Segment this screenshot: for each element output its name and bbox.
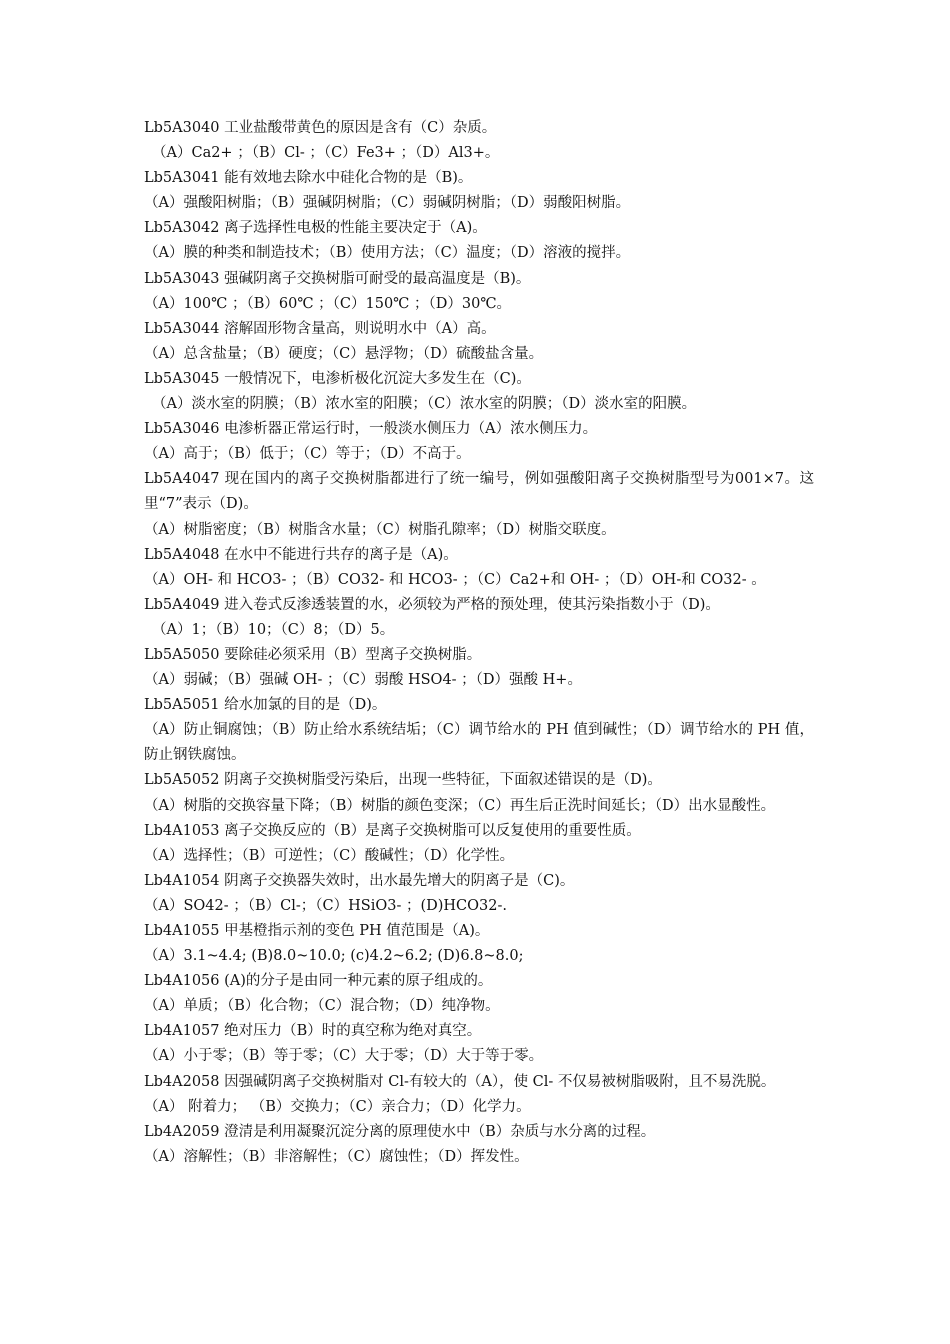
text-line: （A）100℃ ；（B）60℃ ；（C）150℃ ；（D）30℃。 [144, 295, 512, 312]
text-line: （A）树脂密度；（B）树脂含水量；（C）树脂孔隙率；（D）树脂交联度。 [144, 521, 616, 538]
text-line: Lb5A3043 强碱阴离子交换树脂可耐受的最高温度是（B)。 [144, 270, 531, 287]
text-line: （A）膜的种类和制造技术；（B）使用方法；（C）温度；（D）溶液的搅拌。 [144, 245, 631, 262]
text-line: （A）强酸阳树脂；（B）强碱阴树脂；（C）弱碱阴树脂；（D）弱酸阳树脂。 [144, 195, 631, 212]
text-line: Lb5A3042 离子选择性电极的性能主要决定于（A)。 [144, 220, 487, 237]
text-line: Lb5A3044 溶解固形物含量高，则说明水中（A）高。 [144, 320, 496, 337]
text-line: （A）OH- 和 HCO3- ；（B）CO32- 和 HCO3- ；（C）Ca2+和 OH- ；（D）OH-和 CO32- 。 [144, 571, 766, 588]
text-line: Lb5A4047 现在国内的离子交换树脂都进行了统一编号，例如强酸阳离子交换树脂型号为001×7。这里“7”表示（D)。 [144, 471, 814, 513]
text-line: Lb5A5052 阴离子交换树脂受污染后，出现一些特征，下面叙述错误的是（D)。 [144, 772, 662, 789]
text-line: Lb5A3045 一般情况下，电渗析极化沉淀大多发生在（C)。 [144, 370, 531, 387]
text-line: Lb5A5050 要除硅必须采用（B）型离子交换树脂。 [144, 646, 482, 663]
text-line: Lb5A3040 工业盐酸带黄色的原因是含有（C）杂质。 [144, 120, 497, 136]
text-line: （A）小于零；（B）等于零；（C）大于零；（D）大于等于零。 [144, 1048, 544, 1065]
text-line: Lb5A3046 电渗析器正常运行时，一般淡水侧压力（A）浓水侧压力。 [144, 421, 598, 438]
text-line: （A）1；（B）10；（C）8；（D）5。 [152, 621, 395, 638]
text-line: Lb4A1056 (A)的分子是由同一种元素的原子组成的。 [144, 973, 493, 990]
text-line: Lb5A5051 给水加氯的目的是（D)。 [144, 697, 387, 714]
text-line: （A）Ca2+ ；（B）Cl- ；（C）Fe3+ ；（D）Al3+。 [152, 145, 500, 162]
text-line: （A）高于；（B）低于；（C）等于；（D）不高于。 [144, 446, 471, 463]
text-line: Lb4A2058 因强碱阴离子交换树脂对 Cl-有较大的（A），使 Cl- 不仅易被树脂吸附，且不易洗脱。 [144, 1073, 776, 1090]
text-line: （A）淡水室的阴膜；（B）浓水室的阳膜；（C）浓水室的阴膜；（D）淡水室的阳膜。 [152, 396, 697, 413]
text-line: （A）总含盐量；（B）硬度；（C）悬浮物；（D）硫酸盐含量。 [144, 345, 544, 362]
text-line: （A）防止铜腐蚀；（B）防止给水系统结垢；（C）调节给水的 PH 值到碱性；（D）调节给水的 PH 值，防止钢铁腐蚀。 [144, 722, 814, 764]
text-line: （A）单质；（B）化合物；（C）混合物；（D）纯净物。 [144, 998, 500, 1015]
text-line: Lb5A4048 在水中不能进行共存的离子是（A)。 [144, 546, 458, 563]
text-line: Lb4A1055 甲基橙指示剂的变色 PH 值范围是（A)。 [144, 923, 490, 939]
text-line: （A） 附着力； （B）交换力；（C）亲合力；（D）化学力。 [144, 1098, 531, 1115]
text-line: Lb4A1057 绝对压力（B）时的真空称为绝对真空。 [144, 1023, 482, 1040]
text-line: Lb5A3041 能有效地去除水中硅化合物的是（B)。 [144, 170, 473, 187]
text-line: （A）3.1~4.4; (B)8.0~10.0; (c)4.2~6.2; (D)6.8~8.0; [144, 948, 524, 965]
text-line: Lb4A2059 澄清是利用凝聚沉淀分离的原理使水中（B）杂质与水分离的过程。 [144, 1123, 656, 1140]
text-line: （A）弱碱；（B）强碱 OH- ；（C）弱酸 HSO4- ；（D）强酸 H+。 [144, 672, 582, 689]
text-line: （A）SO42- ；（B）Cl-；（C）HSiO3- ；(D)HCO32-. [144, 897, 507, 914]
text-line: Lb5A4049 进入卷式反渗透装置的水，必须较为严格的预处理，使其污染指数小于（D)。 [144, 596, 720, 613]
text-line: Lb4A1054 阴离子交换器失效时，出水最先增大的阴离子是（C)。 [144, 872, 575, 889]
document-body [144, 116, 814, 1170]
text-line: （A）选择性；（B）可逆性；（C）酸碱性；（D）化学性。 [144, 847, 515, 864]
text-line: Lb4A1053 离子交换反应的（B）是离子交换树脂可以反复使用的重要性质。 [144, 822, 641, 839]
text-line: （A）溶解性；（B）非溶解性；（C）腐蚀性；（D）挥发性。 [144, 1148, 529, 1165]
text-line: （A）树脂的交换容量下降；（B）树脂的颜色变深；（C）再生后正洗时间延长；（D）出水显酸性。 [144, 797, 776, 814]
